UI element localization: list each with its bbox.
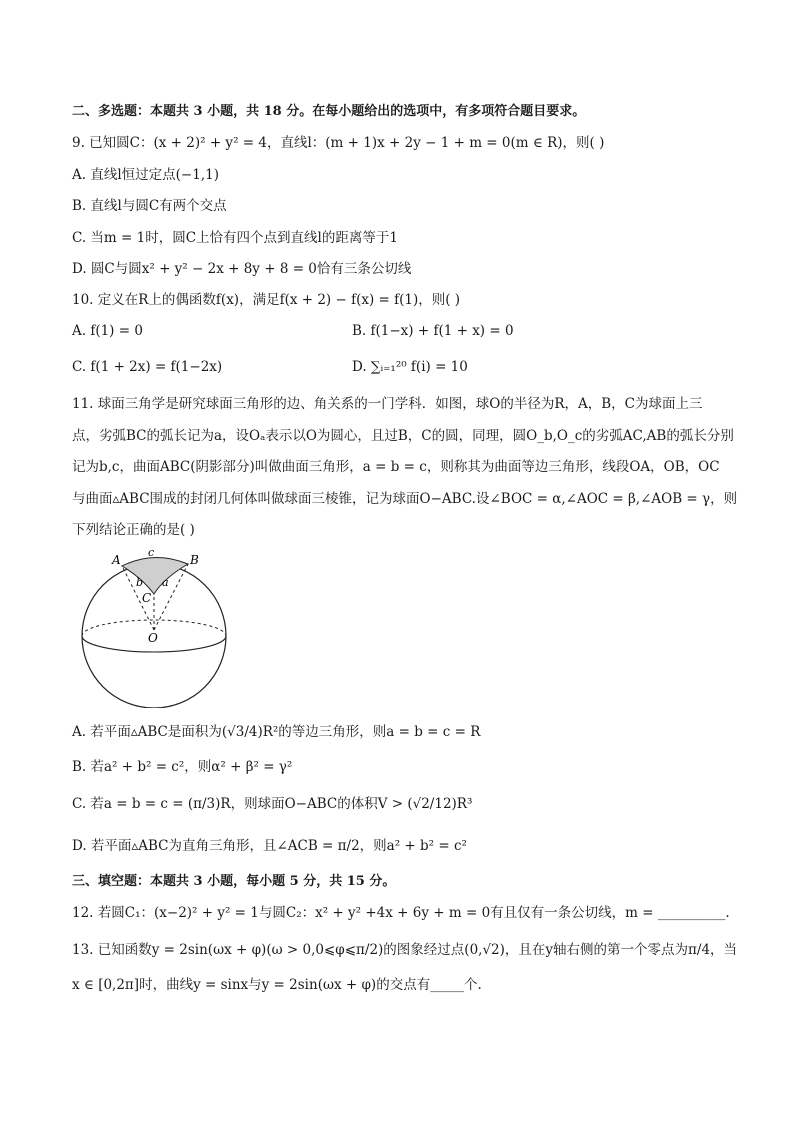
- question-9-stem: 9. 已知圆C：(x + 2)² + y² = 4，直线l：(m + 1)x + 2y − 1 + m = 0(m ∈ R)，则( ): [72, 135, 605, 151]
- question-11-line-1: 11. 球面三角学是研究球面三角形的边、角关系的一门学科．如图，球O的半径为R，A，B，C为球面上三: [72, 396, 703, 412]
- question-11-option-b: B. 若a² + b² = c²，则α² + β² = γ²: [72, 759, 293, 775]
- question-11-line-3: 记为b,c，曲面ABC(阴影部分)叫做曲面三角形，a = b = c，则称其为曲面等边三角形，线段OA，OB，OC: [72, 459, 720, 475]
- question-10-option-c: C. f(1 + 2x) = f(1−2x): [72, 359, 223, 375]
- question-13-line-2: x ∈ [0,2π]时，曲线y = sinx与y = 2sin(ωx + φ)的交点有_____个.: [72, 977, 482, 993]
- label-arc-b: b: [136, 576, 144, 589]
- question-12-stem: 12. 若圆C₁：(x−2)² + y² = 1与圆C₂：x² + y² +4x + 6y + m = 0有且仅有一条公切线，m = __________.: [72, 905, 730, 921]
- question-9-option-d: D. 圆C与圆x² + y² − 2x + 8y + 8 = 0恰有三条公切线: [72, 261, 412, 277]
- label-arc-c: c: [148, 548, 155, 559]
- question-10-option-d: D. ∑ᵢ₌₁²⁰ f(i) = 10: [352, 359, 468, 375]
- spherical-triangle-figure: [78, 548, 238, 708]
- question-10-option-b: B. f(1−x) + f(1 + x) = 0: [352, 323, 514, 339]
- label-c: C: [142, 591, 152, 605]
- question-11-option-a: A. 若平面▵ABC是面积为(√3/4)R²的等边三角形，则a = b = c = R: [72, 724, 481, 740]
- question-11-line-5: 下列结论正确的是( ): [72, 522, 195, 538]
- question-9-option-b: B. 直线l与圆C有两个交点: [72, 198, 227, 214]
- curved-triangle-abc: [122, 557, 188, 594]
- label-o: O: [148, 631, 158, 645]
- question-11-line-4: 与曲面▵ABC围成的封闭几何体叫做球面三棱锥，记为球面O−ABC.设∠BOC = α,∠AOC = β,∠AOB = γ，则: [72, 491, 738, 507]
- question-10-option-a: A. f(1) = 0: [72, 323, 143, 339]
- question-11-option-c: C. 若a = b = c = (π/3)R，则球面O−ABC的体积V > (√2/12)R³: [72, 796, 473, 812]
- section-heading-multiple-choice: 二、多选题：本题共 3 小题，共 18 分。在每小题给出的选项中，有多项符合题目要求。: [72, 104, 586, 119]
- question-13-line-1: 13. 已知函数y = 2sin(ωx + φ)(ω > 0,0⩽φ⩽π/2)的图象经过点(0,√2)，且在y轴右侧的第一个零点为π/4，当: [72, 942, 738, 958]
- section-heading-fill-in: 三、填空题：本题共 3 小题，每小题 5 分，共 15 分。: [72, 874, 396, 889]
- question-11-line-2: 点，劣弧BC的弧长记为a，设Oₐ表示以O为圆心，且过B，C的圆，同理，圆O_b,O_c的劣弧AC,AB的弧长分别: [72, 428, 734, 444]
- question-9-option-c: C. 当m = 1时，圆C上恰有四个点到直线l的距离等于1: [72, 230, 398, 246]
- label-arc-a: a: [162, 576, 169, 589]
- question-10-stem: 10. 定义在R上的偶函数f(x)，满足f(x + 2) − f(x) = f(1)，则( ): [72, 292, 461, 308]
- question-9-option-a: A. 直线l恒过定点(−1,1): [72, 167, 219, 183]
- question-11-option-d: D. 若平面▵ABC为直角三角形，且∠ACB = π/2，则a² + b² = c²: [72, 838, 467, 854]
- label-b: B: [190, 553, 199, 567]
- label-a: A: [112, 553, 121, 567]
